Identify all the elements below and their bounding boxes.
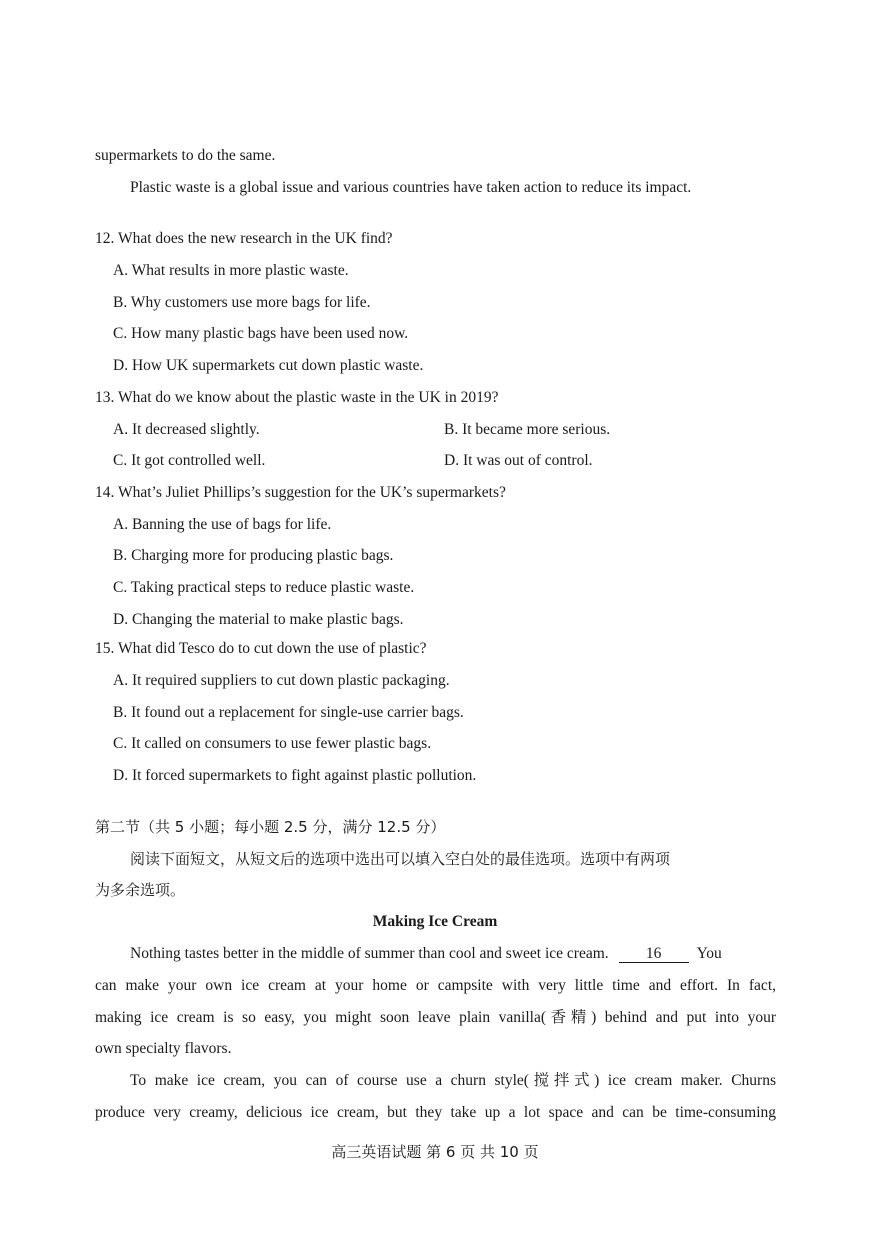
passage-p1-line-4: own specialty flavors. — [95, 1040, 232, 1057]
section-2-heading: 第二节（共 5 小题；每小题 2.5 分，满分 12.5 分） — [95, 818, 446, 836]
question-13-option-b: B. It became more serious. — [444, 421, 611, 438]
question-12-option-a: A. What results in more plastic waste. — [113, 262, 349, 279]
passage-p1-line-1-before: Nothing tastes better in the middle of summer than cool and sweet ice cream. — [130, 945, 609, 962]
passage-p1-line-1 — [130, 944, 722, 964]
passage-title: Making Ice Cream — [372, 913, 498, 930]
question-14-option-b: B. Charging more for producing plastic bags. — [113, 547, 394, 564]
section-2-instruction-line-2: 为多余选项。 — [95, 881, 186, 899]
intro-line-2: Plastic waste is a global issue and various countries have taken action to reduce its impact. — [130, 179, 692, 196]
question-14-option-d: D. Changing the material to make plastic bags. — [113, 611, 404, 628]
question-12-stem: 12. What does the new research in the UK find? — [95, 230, 393, 247]
passage-p1-line-3: making ice cream is so easy, you might soon leave plain vanilla(香精) behind and put into your — [95, 1009, 776, 1026]
blank-16: 16 — [619, 945, 689, 963]
question-15-stem: 15. What did Tesco do to cut down the use of plastic? — [95, 640, 427, 657]
question-13-option-d: D. It was out of control. — [444, 452, 593, 469]
question-15-option-a: A. It required suppliers to cut down plastic packaging. — [113, 672, 450, 689]
question-14-option-c: C. Taking practical steps to reduce plastic waste. — [113, 579, 415, 596]
question-13-option-c: C. It got controlled well. — [113, 452, 266, 469]
question-13-option-a: A. It decreased slightly. — [113, 421, 260, 438]
question-12-option-b: B. Why customers use more bags for life. — [113, 294, 371, 311]
passage-p1-line-2: can make your own ice cream at your home or campsite with very little time and effort. In fact, — [95, 977, 776, 994]
intro-line-1: supermarkets to do the same. — [95, 147, 276, 164]
question-12-option-c: C. How many plastic bags have been used now. — [113, 325, 409, 342]
question-13-stem: 13. What do we know about the plastic waste in the UK in 2019? — [95, 389, 499, 406]
question-14-stem: 14. What’s Juliet Phillips’s suggestion for the UK’s supermarkets? — [95, 484, 506, 501]
question-15-option-b: B. It found out a replacement for single-use carrier bags. — [113, 704, 464, 721]
page-footer: 高三英语试题 第 6 页 共 10 页 — [331, 1143, 539, 1161]
question-14-option-a: A. Banning the use of bags for life. — [113, 516, 332, 533]
passage-p2-line-1: To make ice cream, you can of course use a churn style(搅拌式) ice cream maker. Churns — [130, 1072, 776, 1089]
passage-p2-line-2: produce very creamy, delicious ice cream, but they take up a lot space and can be time-consuming — [95, 1104, 776, 1121]
question-15-option-d: D. It forced supermarkets to fight against plastic pollution. — [113, 767, 477, 784]
passage-p1-line-1-after: You — [696, 945, 722, 962]
question-12-option-d: D. How UK supermarkets cut down plastic waste. — [113, 357, 424, 374]
question-15-option-c: C. It called on consumers to use fewer plastic bags. — [113, 735, 432, 752]
section-2-instruction-line-1: 阅读下面短文，从短文后的选项中选出可以填入空白处的最佳选项。选项中有两项 — [130, 850, 671, 868]
